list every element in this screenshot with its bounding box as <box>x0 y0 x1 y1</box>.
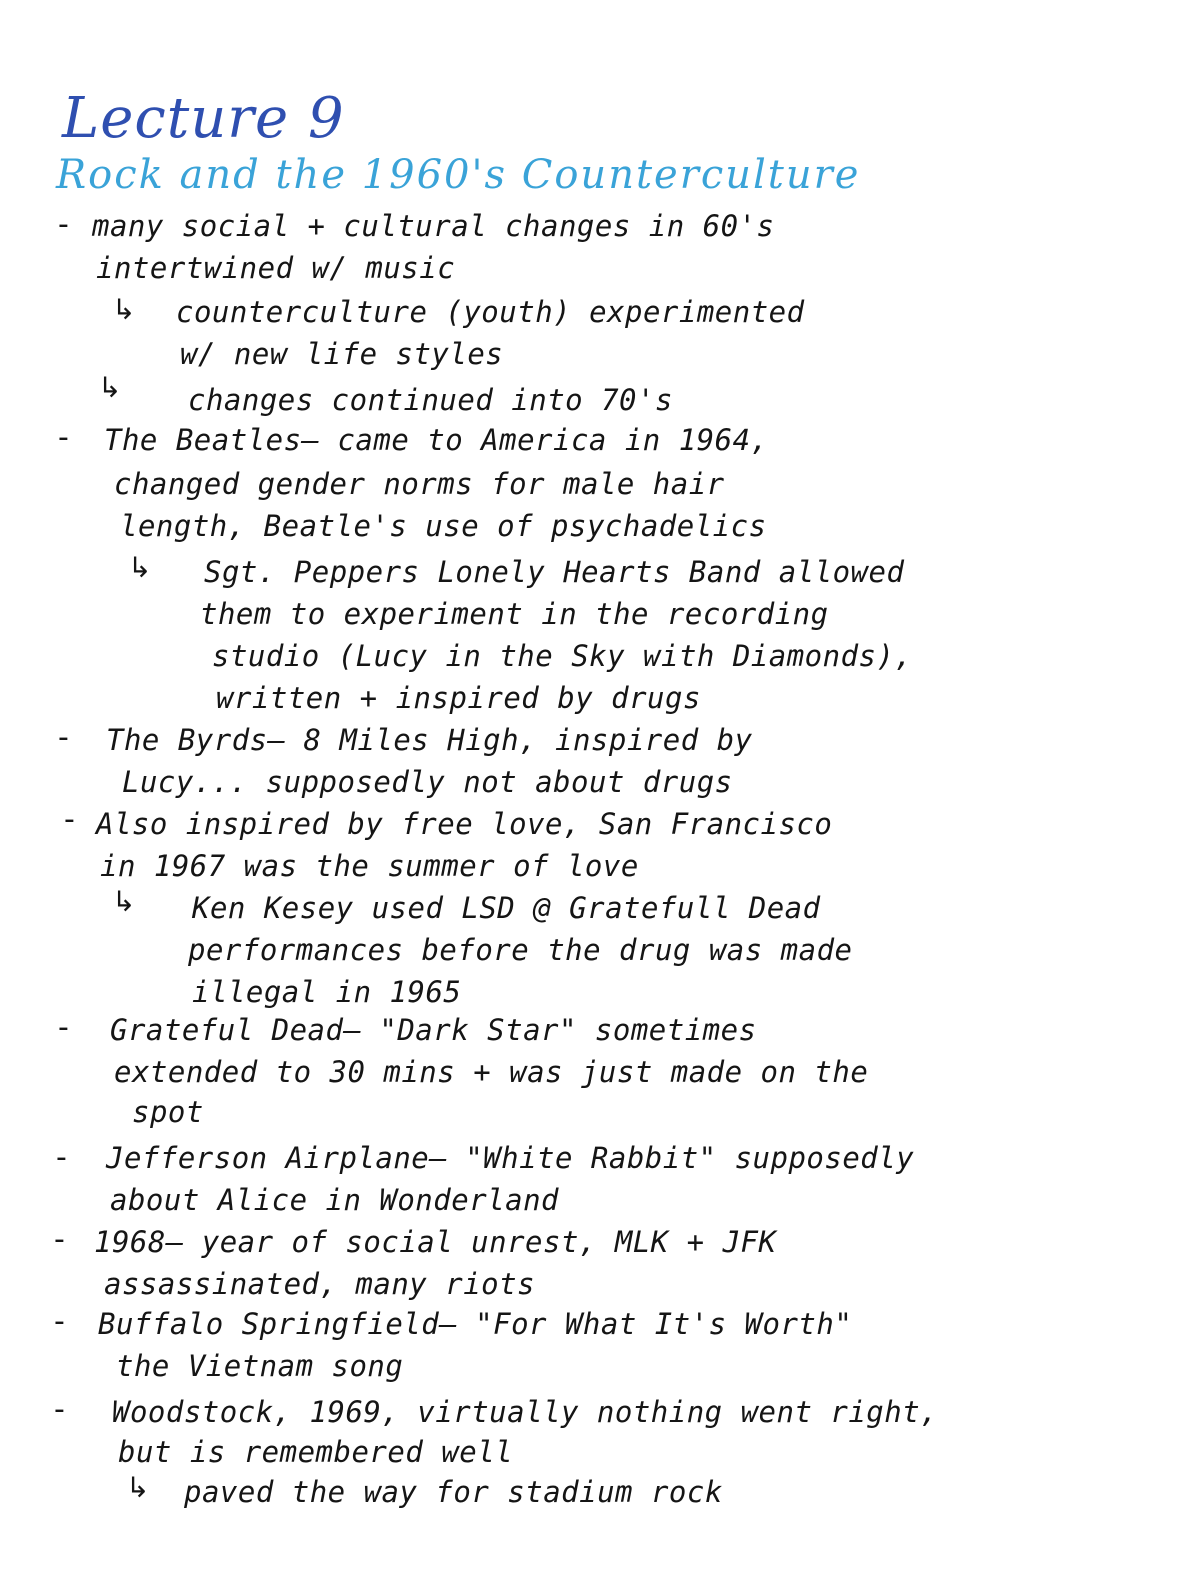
arrow-icon: ↳ <box>112 293 136 326</box>
note-line: many social + cultural changes in 60's <box>92 209 775 243</box>
arrow-icon: ↳ <box>98 371 122 404</box>
note-line: Also inspired by free love, San Francisco <box>96 807 833 841</box>
dash-icon: - <box>58 420 69 455</box>
note-line: counterculture (youth) experimented <box>176 295 805 329</box>
note-line: in 1967 was the summer of love <box>100 849 639 883</box>
note-line: Woodstock, 1969, virtually nothing went right, <box>112 1395 939 1429</box>
arrow-icon: ↳ <box>128 551 152 584</box>
note-line: The Beatles— came to America in 1964, <box>104 423 769 457</box>
note-line: 1968— year of social unrest, MLK + JFK <box>94 1225 777 1259</box>
note-line: about Alice in Wonderland <box>110 1183 559 1217</box>
note-line: spot <box>132 1095 204 1129</box>
arrow-icon: ↳ <box>112 885 136 918</box>
note-line: extended to 30 mins + was just made on the <box>114 1055 869 1089</box>
note-line: w/ new life styles <box>180 337 504 371</box>
dash-icon: - <box>56 1140 67 1175</box>
note-line: changes continued into 70's <box>188 383 673 417</box>
dash-icon: - <box>64 802 75 837</box>
note-line: assassinated, many riots <box>104 1267 536 1301</box>
note-line: written + inspired by drugs <box>216 681 701 715</box>
dash-icon: - <box>54 1392 65 1427</box>
note-line: the Vietnam song <box>116 1349 404 1383</box>
dash-icon: - <box>58 1010 69 1045</box>
arrow-icon: ↳ <box>126 1471 150 1504</box>
note-line: illegal in 1965 <box>192 975 462 1009</box>
note-line: changed gender norms for male hair <box>114 467 725 501</box>
note-line: Buffalo Springfield— "For What It's Worth" <box>98 1307 853 1341</box>
page-title: Lecture 9 <box>62 86 345 151</box>
note-line: but is remembered well <box>118 1435 514 1469</box>
note-line: Grateful Dead— "Dark Star" sometimes <box>110 1013 757 1047</box>
note-line: them to experiment in the recording <box>200 597 829 631</box>
page-subtitle: Rock and the 1960's Counterculture <box>56 152 861 198</box>
note-line: length, Beatle's use of psychadelics <box>120 509 767 543</box>
note-line: intertwined w/ music <box>96 251 456 285</box>
dash-icon: - <box>54 1304 65 1339</box>
note-line: performances before the drug was made <box>188 933 853 967</box>
dash-icon: - <box>58 720 69 755</box>
note-line: Jefferson Airplane— "White Rabbit" supposedly <box>106 1141 915 1175</box>
note-line: The Byrds— 8 Miles High, inspired by <box>106 723 753 757</box>
note-line: paved the way for stadium rock <box>184 1475 723 1509</box>
note-line: studio (Lucy in the Sky with Diamonds), <box>212 639 913 673</box>
note-line: Sgt. Peppers Lonely Hearts Band allowed <box>204 555 905 589</box>
dash-icon: - <box>58 207 69 242</box>
note-line: Lucy... supposedly not about drugs <box>122 765 733 799</box>
dash-icon: - <box>54 1222 65 1257</box>
note-line: Ken Kesey used LSD @ Gratefull Dead <box>192 891 821 925</box>
